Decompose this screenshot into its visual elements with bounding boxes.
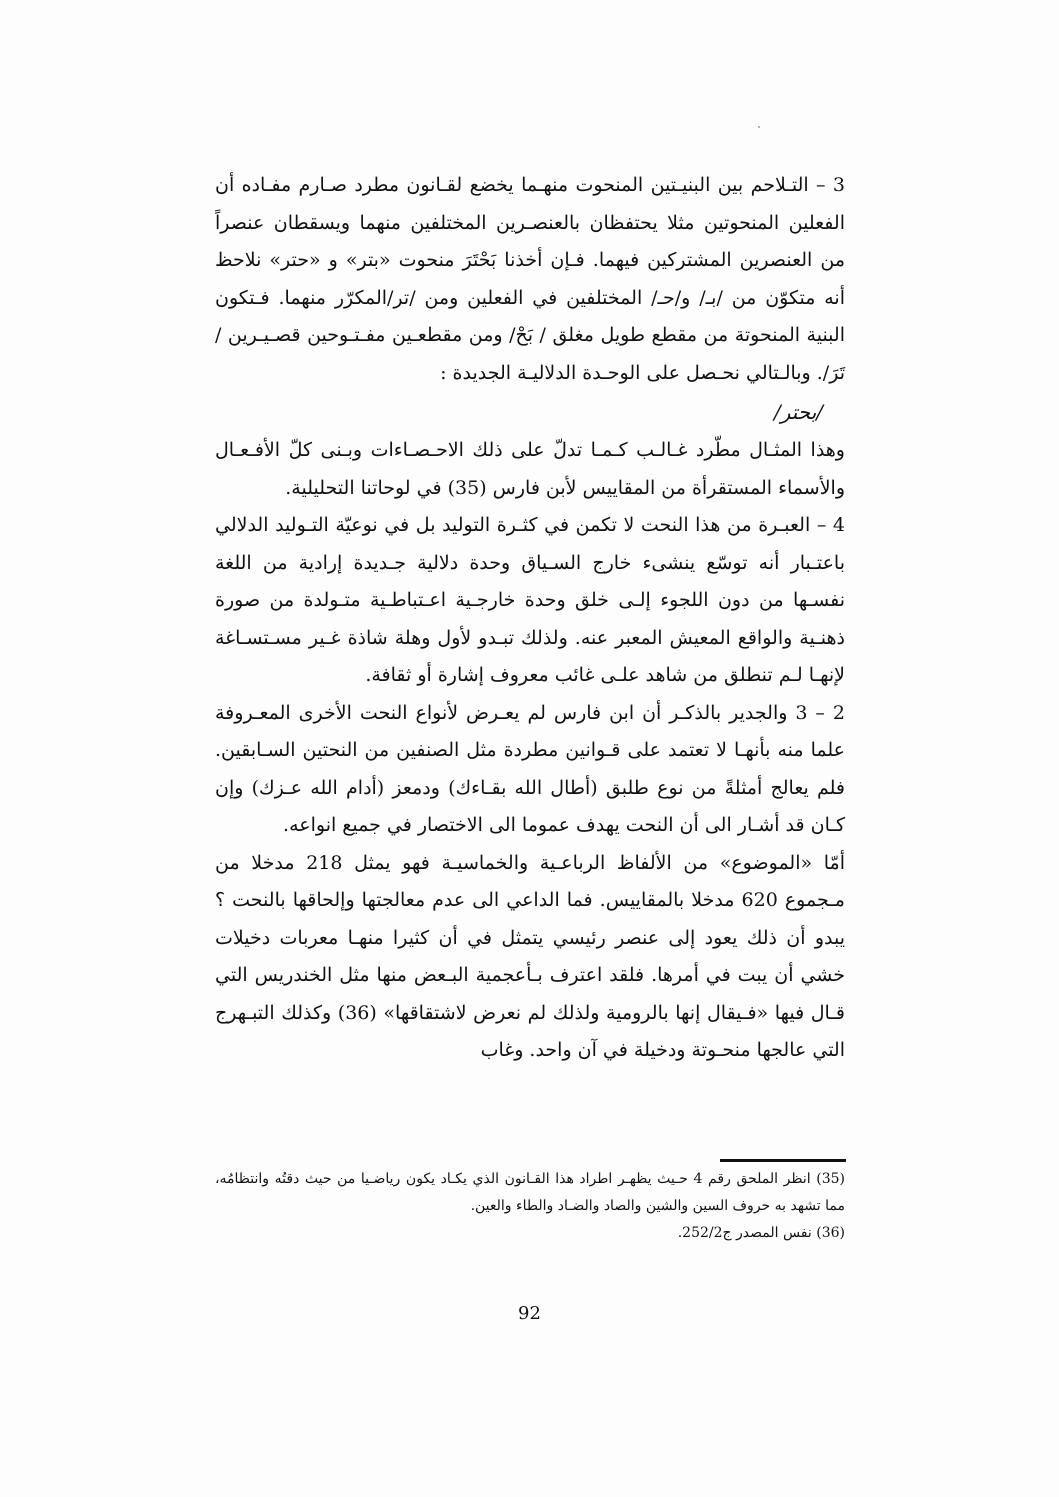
main-text <box>215 167 845 1070</box>
paragraph-2-3: 2 – 3 والجدير بالذكـر أن ابن فارس لم يعـرض لأنواع النحت الأخرى المعـروفة علما منه بأنهـا لا تعتمد على قـوانين مطردة مثل الصنفين من النحتين السـابقين. فلم يعالج أمثلةً من نوع طلبق (أطال الله بقـاءك) ودمعز (أدام الله عـزك) وإن كـان قد أشـار الى أن النحت يهدف عموما الى الاختصار في جميع انواعه. <box>215 701 845 836</box>
footnotes <box>215 1166 845 1247</box>
derived-word-heading: /بحتر/ <box>773 400 823 424</box>
footnote-35: (35) انظر الملحق رقم 4 حـيث يظهـر اطراد هذا القـانون الذي يكـاد يكون رياضـيا من حيث دقتُه وانتظامُه، مما تشهد به حروف السين والشين والصاد والضـاد والطاء والعين. <box>215 1171 846 1214</box>
paragraph-example-note: وهذا المثـال مطّرد غـالـب كـمـا تدلّ على ذلك الاحـصـاءات وبـنى كلّ الأفـعـال والأسماء المستقرأة من المقاييس لأبن فارس (35) في لوحاتنا التحليلية. <box>215 439 845 499</box>
scan-speck <box>758 126 760 128</box>
footnote-separator <box>720 1159 846 1162</box>
page-number: 92 <box>518 1303 541 1324</box>
paragraph-mawdu: أمّا «الموضوع» من الألفاظ الرباعـية والخماسيـة فهو يمثل 218 مدخلا من مـجموع 620 مدخلا بالمقاييس. فما الداعي الى عدم معالجتها وإلحاقها بالنحت ؟ يبدو أن ذلك يعود إلى عنصر رئيسي يتمثل في أن كثيرا منهـا معربات دخيلات خشي أن يبت في أمرها. فلقد اعترف بـأعجمية البـعض منها مثل الخندريس التي قـال فيها «فـيقال إنها بالرومية ولذلك لم نعرض لاشتقاقها» (36) وكذلك التبـهرج التي عالجها منحـوتة ودخيلة في آن واحد. وغاب <box>215 851 846 1061</box>
footnote-36: (36) نفس المصدر ج252/2. <box>677 1225 845 1241</box>
paragraph-3: 3 – التـلاحم بين البنيـتين المنحوت منهـما يخضع لقـانون مطرد صـارم مفـاده أن الفعلين المنحوتين مثلا يحتفظان بالعنصـرين المختلفين منهما ويسقطان عنصراً من العنصرين المشتركين فيهما. فـإن أخذنا بَحْتَرَ منحوت «بتر» و «حتر» نلاحظ أنه متكوّن من /بـ/ و/حـ/ المختلفين في الفعلين ومن /تر/المكرّر منهما. فـتكون البنية المنحوتة من مقطع طويل مغلق / بَحْ/ ومن مقطعـين مفـتـوحين قصـيـرين / تَرَ/. وبالـتالي نحـصل على الوحـدة الدلاليـة الجديدة : <box>215 174 845 384</box>
paragraph-4: 4 – العبـرة من هذا النحت لا تكمن في كثـرة التوليد بل في نوعيّة التـوليد الدلالي باعتـبار أنه توسّع ينشىء خارج السـياق وحدة دلالية جـديدة إرادية من اللغة نفسـها من دون اللجوء إلـى خلق وحدة خارجـية اعـتباطـية متـولدة من صورة ذهنـية والواقع المعيش المعبر عنه. ولذلك تبـدو لأول وهلة شاذة غـير مسـتسـاغة لإنهـا لـم تنطلق من شاهد علـى غائب معروف إشارة أو ثقافة. <box>215 514 845 686</box>
